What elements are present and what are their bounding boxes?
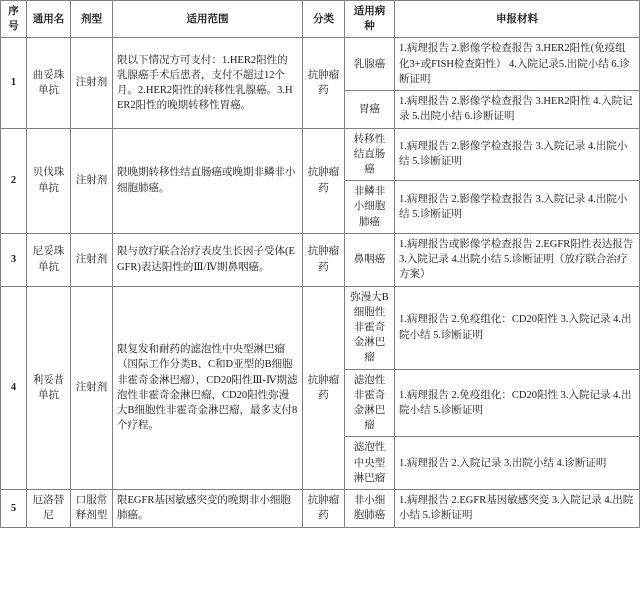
cell-index: 4 bbox=[1, 286, 27, 490]
table-row bbox=[1, 490, 640, 527]
cell-materials: 1.病理报告 2.影像学检查报告 3.入院记录 4.出院小结 5.诊断证明 bbox=[395, 181, 640, 234]
cell-disease: 鼻咽癌 bbox=[345, 233, 395, 286]
cell-generic-name: 利妥昔单抗 bbox=[27, 286, 71, 490]
cell-scope: 限以下情况方可支付：1.HER2阳性的乳腺癌手术后患者，支付不超过12个月。2.HER2阳性的转移性乳腺癌。3.HER2阳性的晚期转移性胃癌。 bbox=[113, 38, 303, 128]
cell-disease: 非鳞非小细胞肺癌 bbox=[345, 181, 395, 234]
cell-generic-name: 曲妥珠单抗 bbox=[27, 38, 71, 128]
column-header-scope: 适用范围 bbox=[113, 1, 303, 38]
cell-category: 抗肿瘤药 bbox=[303, 233, 345, 286]
table-header bbox=[1, 1, 640, 38]
table-row bbox=[1, 128, 640, 181]
column-header-category: 分类 bbox=[303, 1, 345, 38]
cell-category: 抗肿瘤药 bbox=[303, 128, 345, 233]
cell-materials: 1.病理报告 2.入院记录 3.出院小结 4.诊断证明 bbox=[395, 437, 640, 490]
cell-index: 2 bbox=[1, 128, 27, 233]
cell-dosage-form: 注射剂 bbox=[71, 38, 113, 128]
cell-disease: 滤泡性非霍奇金淋巴瘤 bbox=[345, 369, 395, 437]
cell-index: 1 bbox=[1, 38, 27, 128]
cell-materials: 1.病理报告 2.EGFR基因敏感突变 3.入院记录 4.出院小结 5.诊断证明 bbox=[395, 490, 640, 527]
cell-materials: 1.病理报告 2.影像学检查报告 3.HER2阳性 4.入院记录 5.出院小结 6.诊断证明 bbox=[395, 91, 640, 128]
column-header-index: 序号 bbox=[1, 1, 27, 38]
cell-dosage-form: 注射剂 bbox=[71, 233, 113, 286]
cell-generic-name: 厄洛替尼 bbox=[27, 490, 71, 527]
cell-disease: 滤泡性中央型淋巴瘤 bbox=[345, 437, 395, 490]
cell-materials: 1.病理报告或影像学检查报告 2.EGFR阳性表达报告 3.入院记录 4.出院小结 5.诊断证明（放疗联合治疗方案） bbox=[395, 233, 640, 286]
cell-disease: 乳腺癌 bbox=[345, 38, 395, 91]
cell-generic-name: 尼妥珠单抗 bbox=[27, 233, 71, 286]
column-header-generic-name: 通用名 bbox=[27, 1, 71, 38]
table-header-row bbox=[1, 1, 640, 38]
cell-scope: 限与放疗联合治疗表皮生长因子受体(EGFR)表达阳性的Ⅲ/Ⅳ期鼻咽癌。 bbox=[113, 233, 303, 286]
table-body bbox=[1, 38, 640, 527]
cell-materials: 1.病理报告 2.免疫组化：CD20阳性 3.入院记录 4.出院小结 5.诊断证明 bbox=[395, 286, 640, 369]
cell-index: 5 bbox=[1, 490, 27, 527]
cell-disease: 弥漫大B细胞性非霍奇金淋巴瘤 bbox=[345, 286, 395, 369]
table-row bbox=[1, 38, 640, 91]
cell-disease: 转移性结直肠癌 bbox=[345, 128, 395, 181]
cell-index: 3 bbox=[1, 233, 27, 286]
cell-scope: 限复发和耐药的滤泡性中央型淋巴瘤（国际工作分类B、C和D亚型的B细胞非霍奇金淋巴瘤），CD20阳性Ⅲ-Ⅳ期滤泡性非霍奇金淋巴瘤，CD20阳性弥漫大B细胞性非霍奇金淋巴瘤，最多支付8个疗程。 bbox=[113, 286, 303, 490]
column-header-materials: 申报材料 bbox=[395, 1, 640, 38]
cell-dosage-form: 注射剂 bbox=[71, 128, 113, 233]
column-header-dosage-form: 剂型 bbox=[71, 1, 113, 38]
cell-category: 抗肿瘤药 bbox=[303, 38, 345, 128]
cell-disease: 非小细胞肺癌 bbox=[345, 490, 395, 527]
cell-dosage-form: 注射剂 bbox=[71, 286, 113, 490]
table-row bbox=[1, 233, 640, 286]
cell-materials: 1.病理报告 2.影像学检查报告 3.HER2阳性(免疫组化3+或FISH检查阳性） 4.入院记录5.出院小结 6.诊断证明 bbox=[395, 38, 640, 91]
cell-dosage-form: 口服常释剂型 bbox=[71, 490, 113, 527]
column-header-disease: 适用病种 bbox=[345, 1, 395, 38]
cell-category: 抗肿瘤药 bbox=[303, 490, 345, 527]
cell-scope: 限晚期转移性结直肠癌或晚期非鳞非小细胞肺癌。 bbox=[113, 128, 303, 233]
table-row bbox=[1, 286, 640, 369]
cell-disease: 胃癌 bbox=[345, 91, 395, 128]
cell-scope: 限EGFR基因敏感突变的晚期非小细胞肺癌。 bbox=[113, 490, 303, 527]
cell-generic-name: 贝伐珠单抗 bbox=[27, 128, 71, 233]
cell-category: 抗肿瘤药 bbox=[303, 286, 345, 490]
cell-materials: 1.病理报告 2.免疫组化：CD20阳性 3.入院记录 4.出院小结 5.诊断证明 bbox=[395, 369, 640, 437]
cell-materials: 1.病理报告 2.影像学检查报告 3.入院记录 4.出院小结 5.诊断证明 bbox=[395, 128, 640, 181]
